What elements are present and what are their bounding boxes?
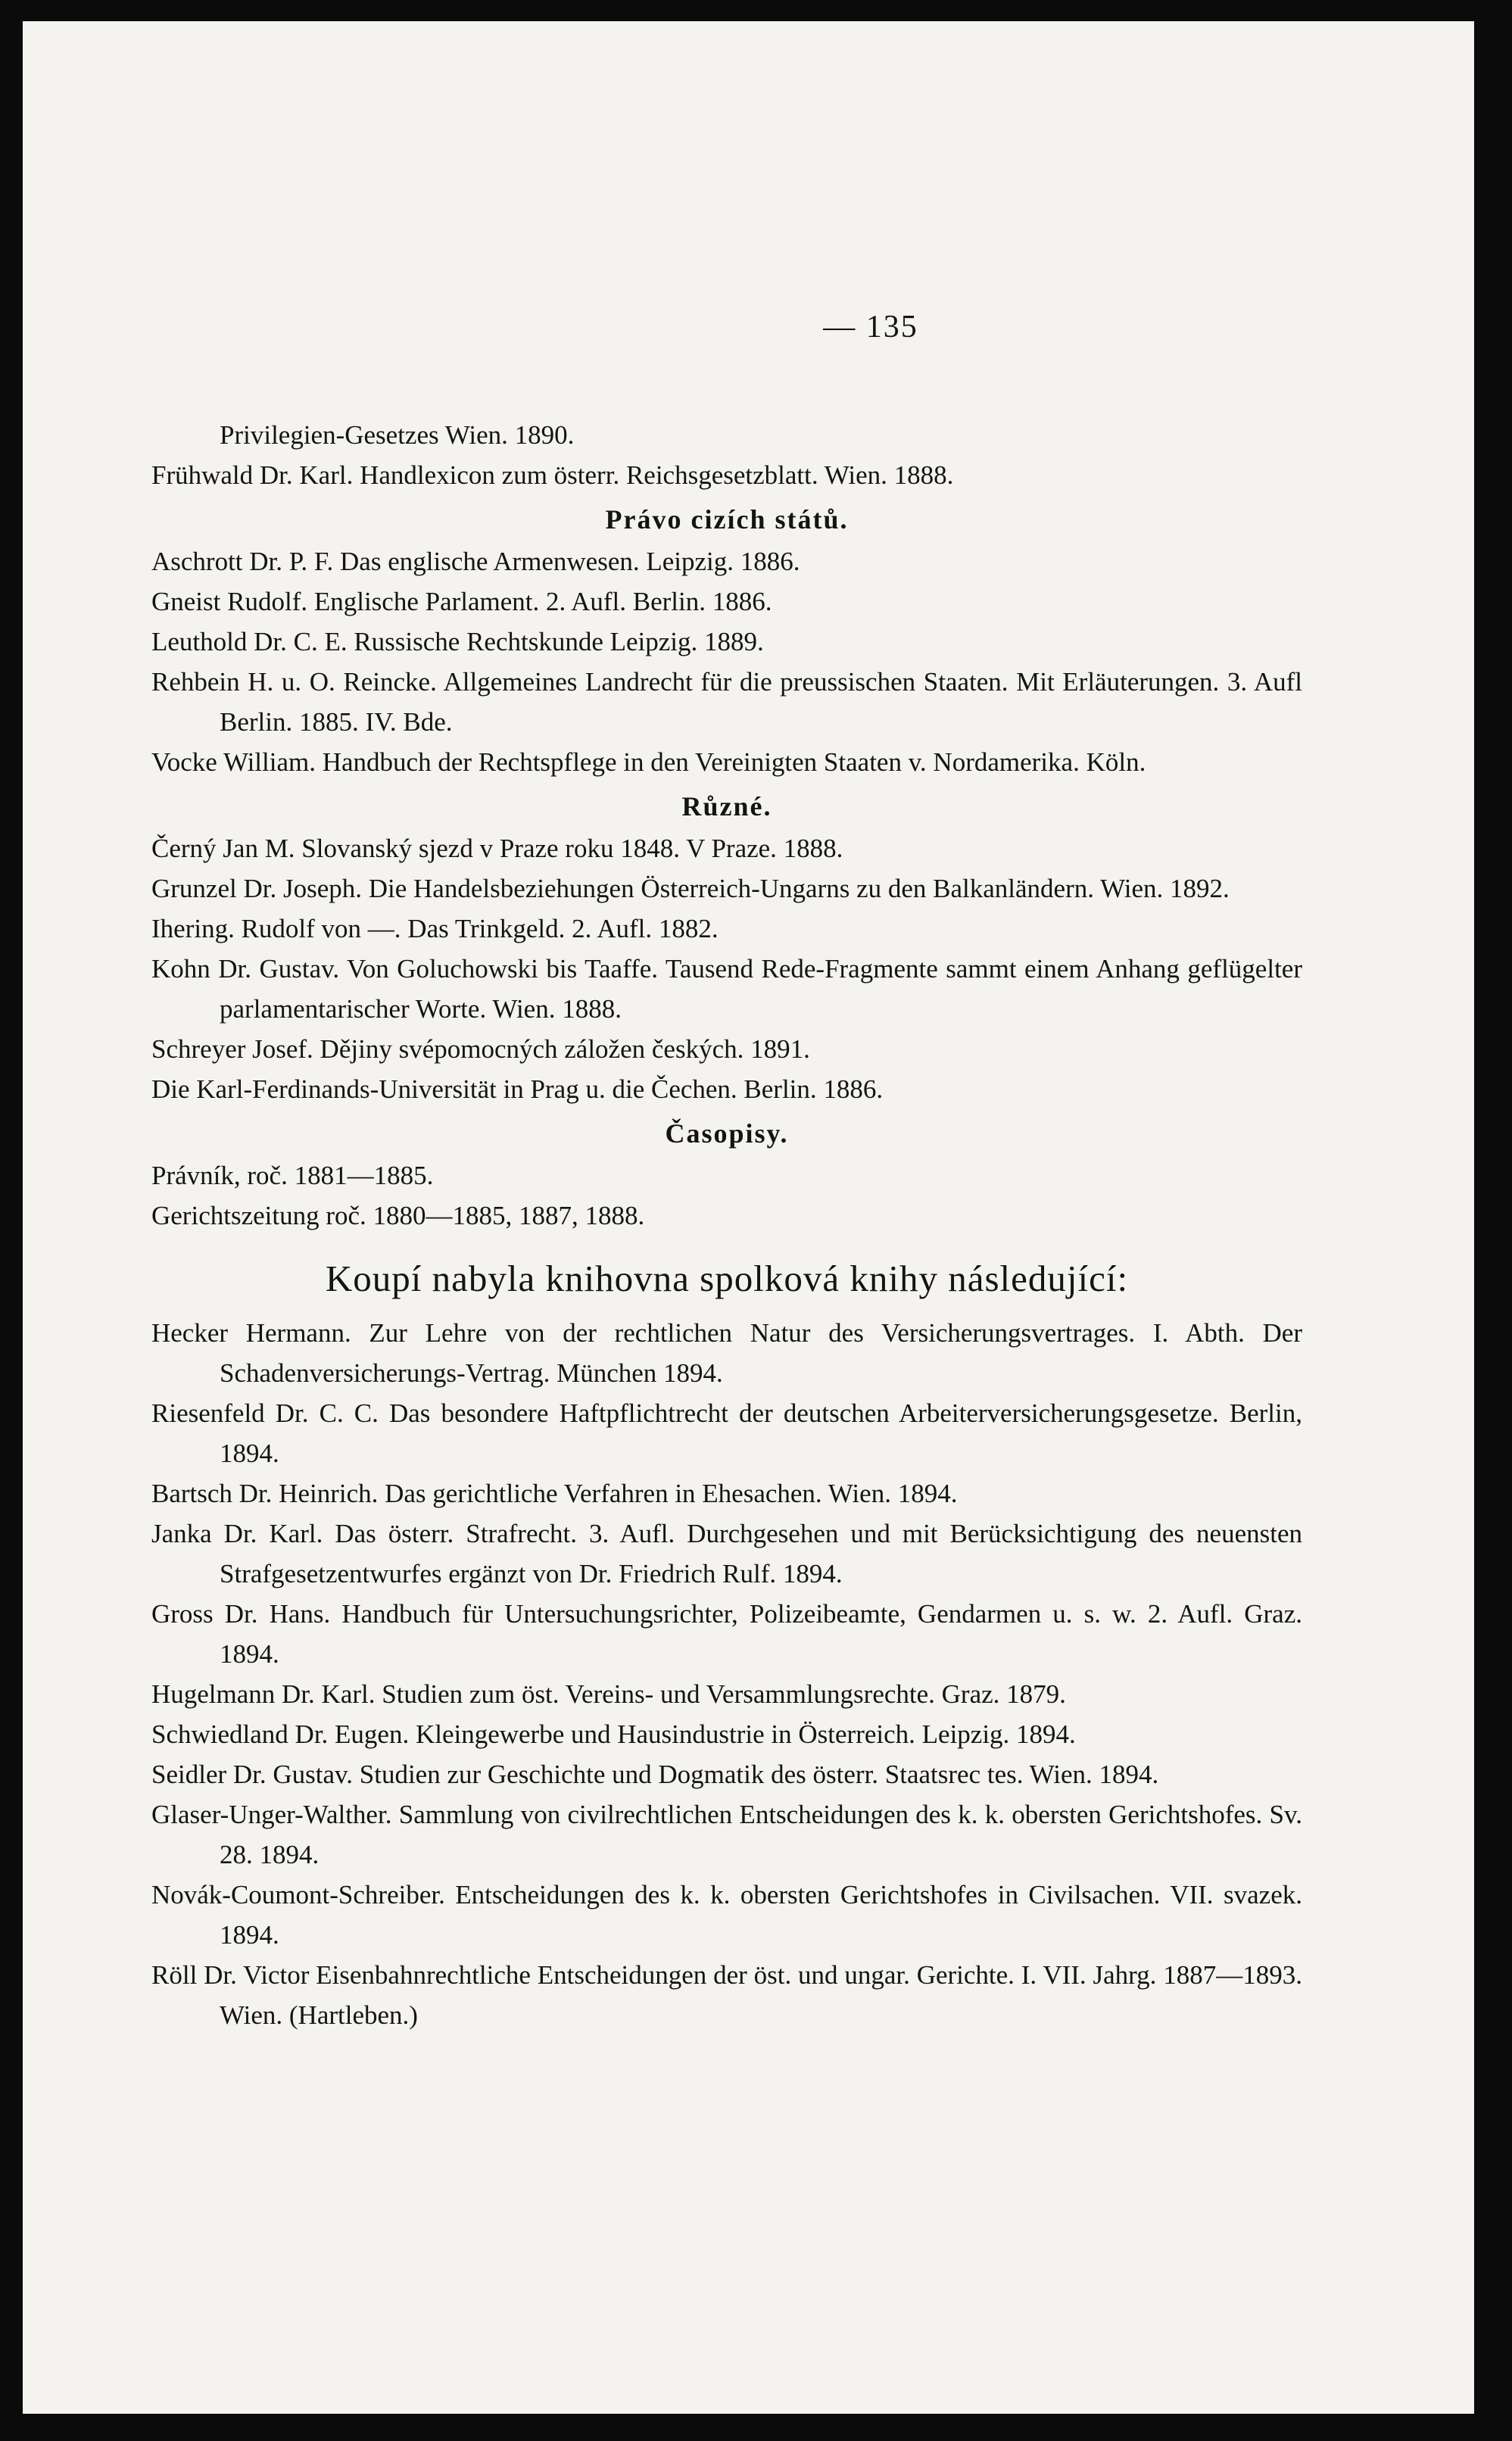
bibliography-entry: Novák-Coumont-Schreiber. Entscheidungen des k. k. obersten Gerichtshofes in Civilsachen. VII. svazek. 1894. — [151, 1880, 1302, 1950]
section-heading-foreign-law: Právo cizích států. — [605, 504, 849, 535]
bibliography-entry: Hecker Hermann. Zur Lehre von der rechtlichen Natur des Versicherungsvertrages. I. Abth. Der Schadenversicherungs-Vertrag. München 1894. — [151, 1318, 1302, 1388]
bibliography-entry: Schwiedland Dr. Eugen. Kleingewerbe und Hausindustrie in Österreich. Leipzig. 1894. — [151, 1719, 1076, 1749]
bibliography-entry: Ihering. Rudolf von —. Das Trinkgeld. 2. Aufl. 1882. — [151, 914, 719, 943]
bibliography-entry: Gross Dr. Hans. Handbuch für Untersuchungsrichter, Polizeibeamte, Gendarmen u. s. w. 2. Aufl. Graz. 1894. — [151, 1599, 1302, 1669]
bibliography-entry: Bartsch Dr. Heinrich. Das gerichtliche Verfahren in Ehesachen. Wien. 1894. — [151, 1479, 958, 1508]
bibliography-entry: Právník, roč. 1881—1885. — [151, 1161, 434, 1190]
bibliography-entry: Seidler Dr. Gustav. Studien zur Geschichte und Dogmatik des österr. Staatsrec tes. Wien. 1894. — [151, 1760, 1159, 1789]
bibliography-entry: Schreyer Josef. Dějiny svépomocných záložen českých. 1891. — [151, 1034, 810, 1064]
section-heading-miscellaneous: Různé. — [681, 791, 772, 821]
page-content — [151, 309, 1302, 2035]
bibliography-entry: Riesenfeld Dr. C. C. Das besondere Haftpflichtrecht der deutschen Arbeiterversicherungsgesetze. Berlin, 1894. — [151, 1398, 1302, 1468]
bibliography-entry: Leuthold Dr. C. E. Russische Rechtskunde Leipzig. 1889. — [151, 627, 764, 656]
scanned-page — [23, 21, 1474, 2414]
bibliography-entry: Gneist Rudolf. Englische Parlament. 2. Aufl. Berlin. 1886. — [151, 587, 772, 616]
section-heading-periodicals: Časopisy. — [665, 1118, 789, 1149]
bibliography-entry: Hugelmann Dr. Karl. Studien zum öst. Vereins- und Versammlungsrechte. Graz. 1879. — [151, 1679, 1066, 1709]
bibliography-entry: Röll Dr. Victor Eisenbahnrechtliche Entscheidungen der öst. und ungar. Gerichte. I. VII. Jahrg. 1887—1893. Wien. (Hartleben.) — [151, 1960, 1302, 2030]
bibliography-entry: Aschrott Dr. P. F. Das englische Armenwesen. Leipzig. 1886. — [151, 547, 800, 576]
text-line: Privilegien-Gesetzes Wien. 1890. — [220, 420, 575, 450]
bibliography-entry: Frühwald Dr. Karl. Handlexicon zum österr. Reichsgesetzblatt. Wien. 1888. — [151, 460, 954, 490]
section-heading-acquisitions: Koupí nabyla knihovna spolková knihy následující: — [325, 1258, 1129, 1299]
bibliography-entry: Grunzel Dr. Joseph. Die Handelsbeziehungen Österreich-Ungarns zu den Balkanländern. Wien. 1892. — [151, 874, 1230, 903]
page-number: — 135 — [823, 310, 918, 344]
bibliography-entry: Die Karl-Ferdinands-Universität in Prag u. die Čechen. Berlin. 1886. — [151, 1074, 884, 1104]
bibliography-entry: Kohn Dr. Gustav. Von Goluchowski bis Taaffe. Tausend Rede-Fragmente sammt einem Anhang geflügelter parlamentarischer Worte. Wien. 1888. — [151, 954, 1302, 1024]
bibliography-entry: Vocke William. Handbuch der Rechtspflege in den Vereinigten Staaten v. Nordamerika. Köln. — [151, 747, 1146, 777]
bibliography-entry: Černý Jan M. Slovanský sjezd v Praze roku 1848. V Praze. 1888. — [151, 834, 843, 863]
bibliography-entry: Gerichtszeitung roč. 1880—1885, 1887, 1888. — [151, 1201, 645, 1230]
bibliography-entry: Rehbein H. u. O. Reincke. Allgemeines Landrecht für die preussischen Staaten. Mit Erläuterungen. 3. Aufl Berlin. 1885. IV. Bde. — [151, 667, 1302, 737]
bibliography-entry: Glaser-Unger-Walther. Sammlung von civilrechtlichen Entscheidungen des k. k. obersten Gerichtshofes. Sv. 28. 1894. — [151, 1800, 1302, 1869]
bibliography-entry: Janka Dr. Karl. Das österr. Strafrecht. 3. Aufl. Durchgesehen und mit Berücksichtigung des neuensten Strafgesetzentwurfes ergänzt von Dr. Friedrich Rulf. 1894. — [151, 1519, 1302, 1588]
